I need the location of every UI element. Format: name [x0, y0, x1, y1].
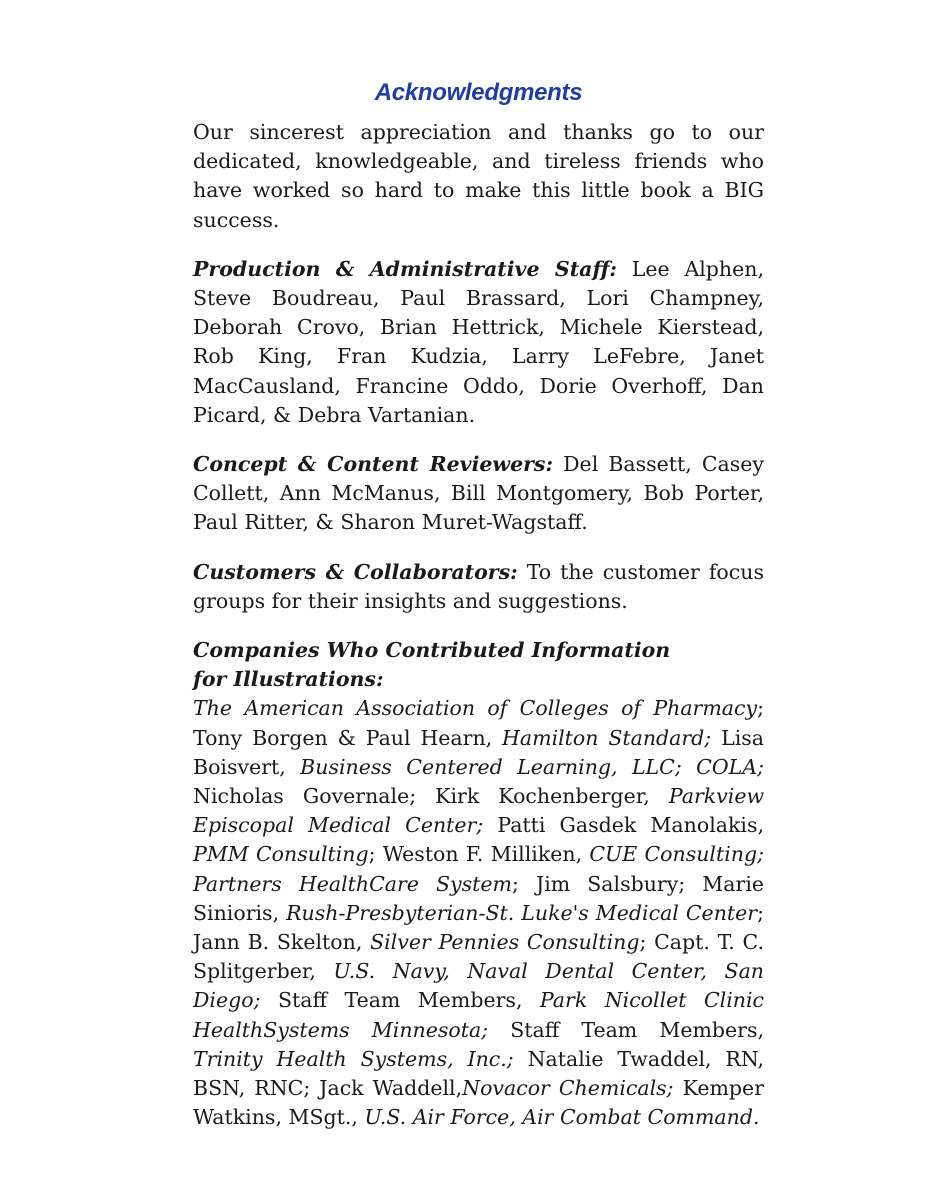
customers-heading: Customers & Collaborators:: [193, 559, 518, 584]
company-name: U.S. Navy, Naval Dental Center, San Diego;: [193, 959, 765, 1013]
contributor-text: ; Weston F. Milliken,: [368, 842, 590, 867]
contributor-text: Kemper Watkins, MSgt.,: [193, 1076, 764, 1130]
company-name: The American Association of Colleges of Pharmacy: [193, 696, 758, 721]
page-title: Acknowledgments: [374, 79, 583, 106]
contributor-text: Staff Team Members,: [488, 1017, 764, 1042]
contributor-text: ; Jim Salsbury; Marie Sinioris,: [193, 871, 765, 925]
contributor-text: Natalie Twaddel, RN, BSN, RNC; Jack Waddell,: [193, 1046, 764, 1101]
company-name: U.S. Air Force, Air Combat Command.: [364, 1105, 760, 1130]
company-name: CUE Consulting; Partners HealthCare System: [193, 842, 765, 896]
company-name: Park Nicollet Clinic HealthSystems Minnesota;: [193, 988, 764, 1042]
contributor-text: Nicholas Governale; Kirk Kochenberger,: [193, 784, 669, 809]
contributor-text: Lisa Boisvert,: [193, 725, 764, 779]
production-names: Lee Alphen, Steve Boudreau, Paul Brassard, Lori Champney, Deborah Crovo, Brian Hettrick, Michele Kierstead, Rob King, Fran Kudzia, Larry LeFebre, Janet MacCausland, Francine Oddo, Dorie Overhoff, Dan Picard, & Debra Vartanian.: [193, 256, 764, 427]
contributor-text: Staff Team Members,: [260, 988, 540, 1013]
contributor-text: ; Tony Borgen & Paul Hearn,: [193, 696, 764, 750]
company-name: Novacor Chemicals;: [462, 1076, 674, 1101]
contributor-text: Patti Gasdek Manolakis,: [483, 813, 764, 838]
company-name: Hamilton Standard;: [502, 725, 712, 750]
customers-section: [193, 558, 764, 616]
customers-text: To the customer focus groups for their insights and suggestions.: [193, 559, 764, 613]
reviewers-section: [193, 450, 764, 538]
intro-paragraph: Our sincerest appreciation and thanks go to our dedicated, knowledgeable, and tireless friends who have worked so hard to make this little book a BIG success.: [193, 120, 764, 232]
company-name: Silver Pennies Consulting: [370, 930, 640, 955]
acknowledgments-page: [193, 78, 764, 1133]
contributor-text: ; Jann B. Skelton,: [193, 900, 764, 955]
production-section: [193, 255, 764, 430]
company-name: Rush-Presbyterian-St. Luke's Medical Center: [286, 900, 758, 925]
company-name: Trinity Health Systems, Inc.;: [193, 1046, 514, 1071]
company-name: Business Centered Learning, LLC; COLA;: [300, 754, 764, 779]
production-heading: Production & Administrative Staff:: [193, 256, 617, 281]
companies-heading-line1: Companies Who Contributed Information: [193, 638, 671, 663]
companies-text: [193, 696, 764, 1129]
company-name: PMM Consulting: [193, 842, 369, 867]
companies-heading-line2: for Illustrations:: [193, 667, 384, 692]
company-name: Parkview Episcopal Medical Center;: [193, 784, 764, 838]
reviewers-heading: Concept & Content Reviewers:: [193, 452, 554, 477]
contributor-text: ; Capt. T. C. Splitgerber,: [193, 930, 765, 984]
reviewers-names: Del Bassett, Casey Collett, Ann McManus, Bill Montgomery, Bob Porter, Paul Ritter, & Sharon Muret-Wagstaff.: [193, 452, 764, 535]
companies-section: [193, 636, 764, 1132]
